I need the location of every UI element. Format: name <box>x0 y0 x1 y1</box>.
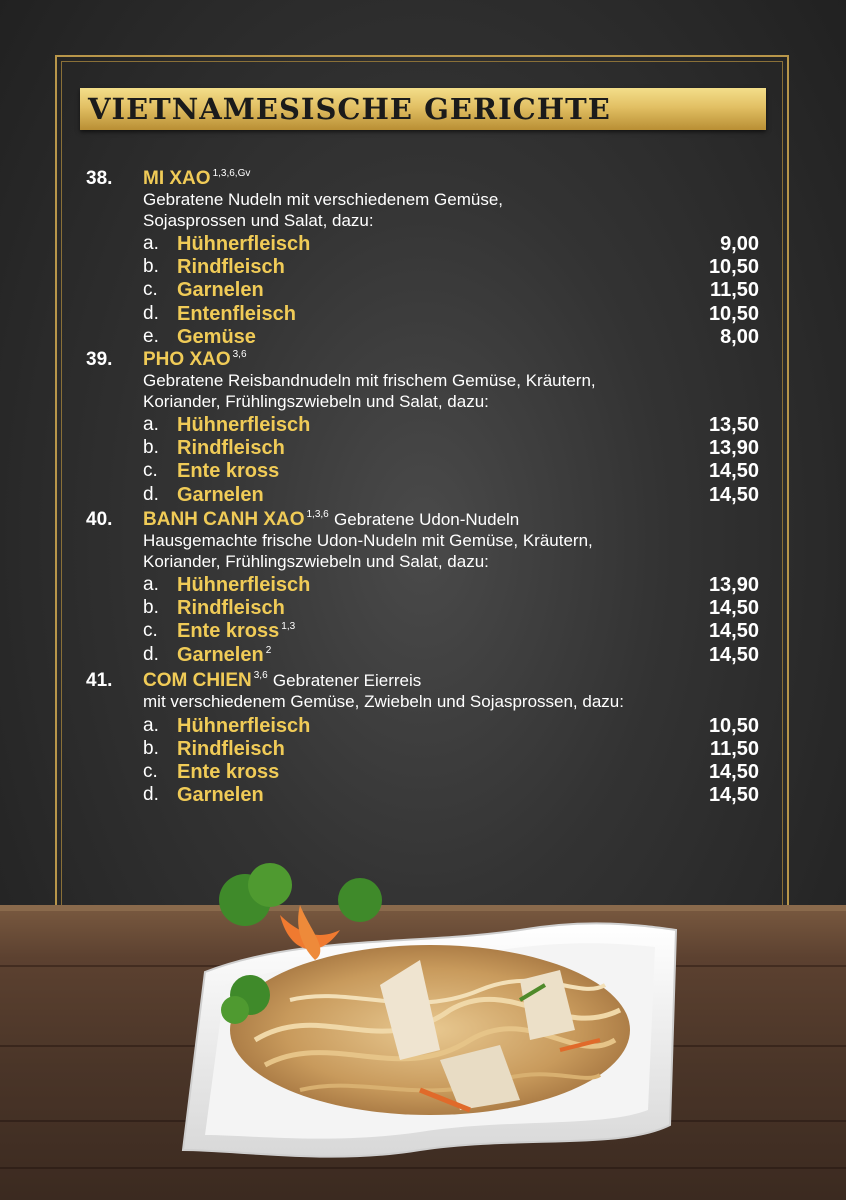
variant-letter: a. <box>143 233 159 254</box>
variant-price: 8,00 <box>720 325 759 348</box>
dish-allergens: 1,3,6,Gv <box>212 168 251 179</box>
variant-name: Rindfleisch <box>177 437 285 460</box>
dish-subtitle: Gebratene Udon-Nudeln <box>334 510 520 529</box>
variant-name: Ente kross $^{1,3}$ <box>177 620 296 643</box>
variant-price: 10,50 <box>708 714 759 737</box>
variant-name: Rindfleisch <box>177 256 285 279</box>
dish-number: 41. <box>86 670 113 691</box>
variant-letter: b. <box>143 597 159 619</box>
variant-letter: d. <box>143 483 159 505</box>
dish-name: COM CHIEN $^{3,6}$ Gebratener Eierreis <box>143 670 422 691</box>
variant-letter: d. <box>143 784 159 806</box>
variant-price: 11,50 <box>710 737 759 760</box>
variant-name: Garnelen <box>177 784 264 807</box>
variant-price: 13,50 <box>708 414 759 436</box>
variant-price: 14,50 <box>708 460 759 483</box>
variant-price: 10,50 <box>708 302 759 325</box>
dish-name: MI XAO $^{1,3,6,Gv}$ <box>143 168 251 189</box>
dish-description: Gebratene Nudeln mit verschiedenem Gemüse, <box>143 190 504 209</box>
variant-price: 14,50 <box>708 620 759 643</box>
dish-description: Koriander, Frühlingszwiebeln und Salat, dazu: <box>143 551 489 571</box>
variant-allergens: 2 <box>265 644 272 656</box>
variant-name: Rindfleisch <box>177 597 285 620</box>
variant-name: Rindfleisch <box>177 737 285 760</box>
variant-allergens: 1,3 <box>281 621 296 633</box>
variant-price: 14,50 <box>708 760 759 783</box>
variant-name: Gemüse <box>177 325 256 348</box>
variant-letter: c. <box>143 620 158 642</box>
dish-allergens: 3,6 <box>253 670 268 681</box>
variant-price: 14,50 <box>708 483 759 506</box>
variant-name: Hühnerfleisch <box>177 414 311 436</box>
variant-letter: a. <box>143 414 159 435</box>
variant-name: Ente kross <box>177 760 280 783</box>
variant-price: 13,90 <box>708 574 759 596</box>
variant-name: Ente kross <box>177 460 280 483</box>
variant-letter: b. <box>143 737 159 759</box>
page-title: VIETNAMESISCHE GERICHTE <box>88 92 611 126</box>
variant-letter: e. <box>143 325 159 347</box>
variant-letter: c. <box>143 279 158 301</box>
variant-letter: c. <box>143 760 158 782</box>
dish-name: BANH CANH XAO $^{1,3,6}$ Gebratene Udon-Nudeln <box>143 509 520 530</box>
dish-subtitle: Gebratener Eierreis <box>272 671 422 690</box>
variant-name: Hühnerfleisch <box>177 233 311 255</box>
variant-name: Garnelen <box>177 279 264 302</box>
variant-name: Garnelen <box>177 483 264 506</box>
variant-letter: b. <box>143 256 159 278</box>
dish-number: 40. <box>86 509 113 530</box>
dish-allergens: 3,6 <box>232 349 247 360</box>
variant-price: 14,50 <box>708 643 759 666</box>
dish-number: 38. <box>86 168 113 189</box>
dish-allergens: 1,3,6 <box>306 509 329 520</box>
dish-number: 39. <box>86 349 113 370</box>
variant-name: Garnelen $^2$ <box>177 643 272 666</box>
noodles <box>230 945 630 1115</box>
variant-letter: a. <box>143 714 159 736</box>
variant-price: 13,90 <box>708 437 759 460</box>
variant-price: 14,50 <box>708 784 759 807</box>
dish-name: PHO XAO $^{3,6}$ <box>143 349 247 370</box>
variant-name: Hühnerfleisch <box>177 574 311 596</box>
variant-name: Hühnerfleisch <box>177 714 311 737</box>
dish-description: Sojasprossen und Salat, dazu: <box>143 210 374 230</box>
variant-price: 9,00 <box>720 233 759 255</box>
dish-description: mit verschiedenem Gemüse, Zwiebeln und Sojasprossen, dazu: <box>143 692 624 711</box>
variant-name: Entenfleisch <box>177 302 296 325</box>
dish-description: Hausgemachte frische Udon-Nudeln mit Gemüse, Kräutern, <box>143 531 593 550</box>
variant-price: 10,50 <box>708 256 759 279</box>
variant-price: 14,50 <box>708 597 759 620</box>
variant-letter: a. <box>143 574 159 595</box>
variant-price: 11,50 <box>710 279 759 302</box>
dish-description: Koriander, Frühlingszwiebeln und Salat, dazu: <box>143 391 489 411</box>
variant-letter: c. <box>143 460 158 482</box>
dish-description: Gebratene Reisbandnudeln mit frischem Gemüse, Kräutern, <box>143 371 596 390</box>
variant-letter: d. <box>143 643 159 665</box>
variant-letter: d. <box>143 302 159 324</box>
variant-letter: b. <box>143 437 159 459</box>
